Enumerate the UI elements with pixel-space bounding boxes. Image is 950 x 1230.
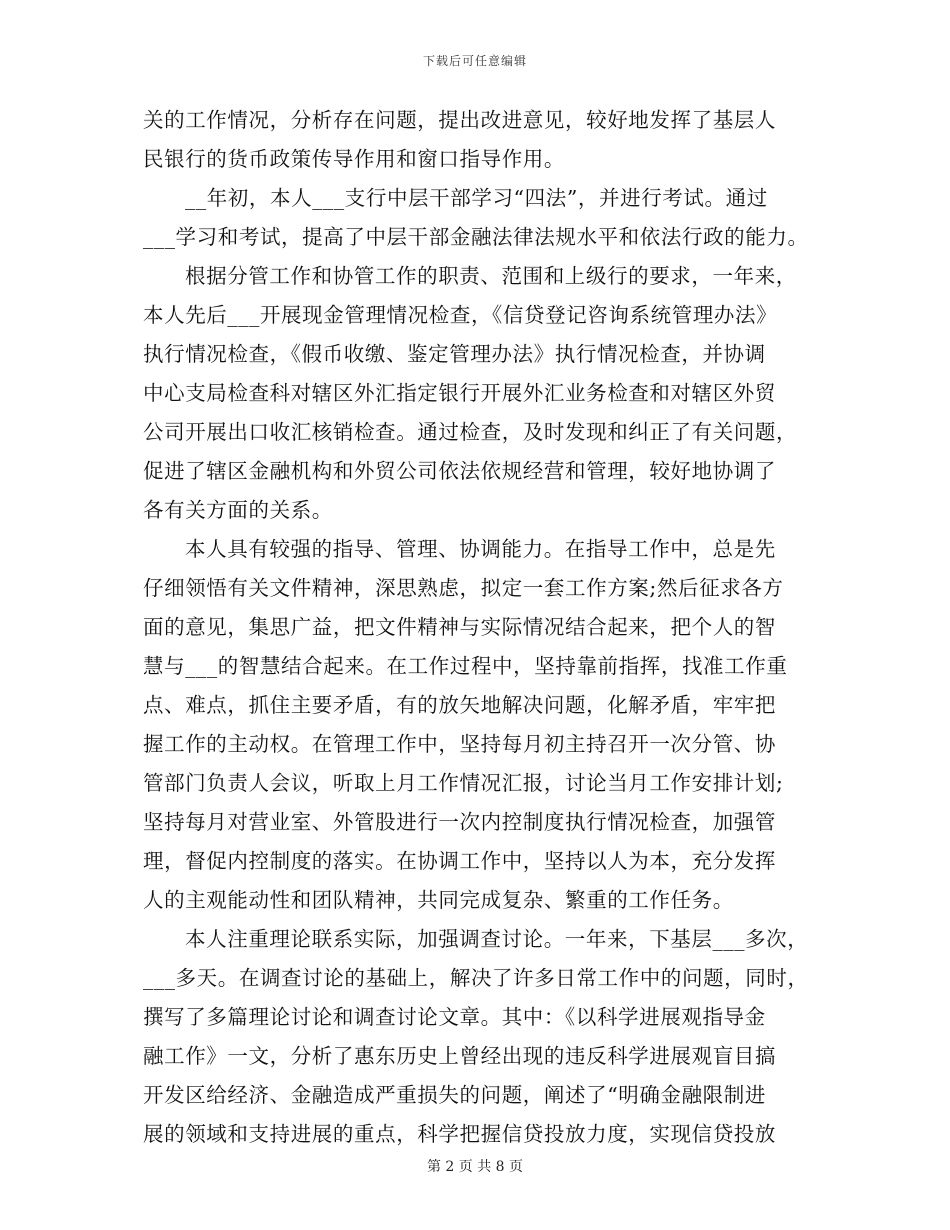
paragraph-start-line: __年初，本人___支行中层干部学习“四法”，并进行考试。通过: [185, 186, 768, 210]
text-line: 面的意见，集思广益，把文件精神与实际情况结合起来，把个人的智: [143, 615, 776, 639]
text-line: 各有关方面的关系。: [143, 498, 333, 522]
text-line: 慧与___的智慧结合起来。在工作过程中，坚持靠前指挥，找准工作重: [143, 654, 788, 678]
text-line: 促进了辖区金融机构和外贸公司依法依规经营和管理，较好地协调了: [143, 459, 776, 483]
text-line: 展的领域和支持进展的重点，科学把握信贷投放力度，实现信贷投放: [143, 1122, 776, 1146]
text-line: 开发区给经济、金融造成严重损失的问题，阐述了“明确金融限制进: [143, 1083, 766, 1107]
text-line: 本人先后___开展现金管理情况检查，《信贷登记咨询系统管理办法》: [143, 303, 778, 327]
text-line: 理，督促内控制度的落实。在协调工作中，坚持以人为本，充分发挥: [143, 849, 776, 873]
text-line: 管部门负责人会议，听取上月工作情况汇报，讨论当月工作安排计划;: [143, 771, 784, 795]
paragraph-start-line: 本人具有较强的指导、管理、协调能力。在指导工作中，总是先: [185, 537, 776, 561]
text-line: 融工作》一文，分析了惠东历史上曾经出现的违反科学进展观盲目搞: [143, 1044, 776, 1068]
text-line: 公司开展出口收汇核销检查。通过检查，及时发现和纠正了有关问题，: [143, 420, 798, 444]
text-line: 关的工作情况，分析存在问题，提出改进意见，较好地发挥了基层人: [143, 108, 776, 132]
text-line: 中心支局检查科对辖区外汇指定银行开展外汇业务检查和对辖区外贸: [143, 381, 776, 405]
text-line: 点、难点，抓住主要矛盾，有的放矢地解决问题，化解矛盾，牢牢把: [143, 693, 776, 717]
text-line: 撰写了多篇理论讨论和调查讨论文章。其中：《以科学进展观指导金: [143, 1005, 766, 1029]
text-line: 人的主观能动性和团队精神，共同完成复杂、繁重的工作任务。: [143, 888, 734, 912]
text-line: 执行情况检查，《假币收缴、鉴定管理办法》执行情况检查，并协调: [143, 342, 766, 366]
paragraph-start-line: 本人注重理论联系实际，加强调查讨论。一年来，下基层___多次，: [185, 927, 809, 951]
paragraph-start-line: 根据分管工作和协管工作的职责、范围和上级行的要求，一年来，: [185, 264, 797, 288]
page-number-footer: 第 2 页 共 8 页: [426, 1159, 524, 1175]
document-body: [143, 101, 813, 1154]
text-line: 仔细领悟有关文件精神，深思熟虑，拟定一套工作方案;然后征求各方: [143, 576, 784, 600]
text-line: 坚持每月对营业室、外管股进行一次内控制度执行情况检查，加强管: [143, 810, 776, 834]
text-line: 握工作的主动权。在管理工作中，坚持每月初主持召开一次分管、协: [143, 732, 776, 756]
text-line: ___多天。在调查讨论的基础上，解决了许多日常工作中的问题，同时，: [143, 966, 809, 990]
page-header: 下载后可任意编辑: [422, 54, 527, 68]
text-line: ___学习和考试，提高了中层干部金融法律法规水平和依法行政的能力。: [143, 225, 809, 249]
text-line: 民银行的货币政策传导作用和窗口指导作用。: [143, 147, 565, 171]
